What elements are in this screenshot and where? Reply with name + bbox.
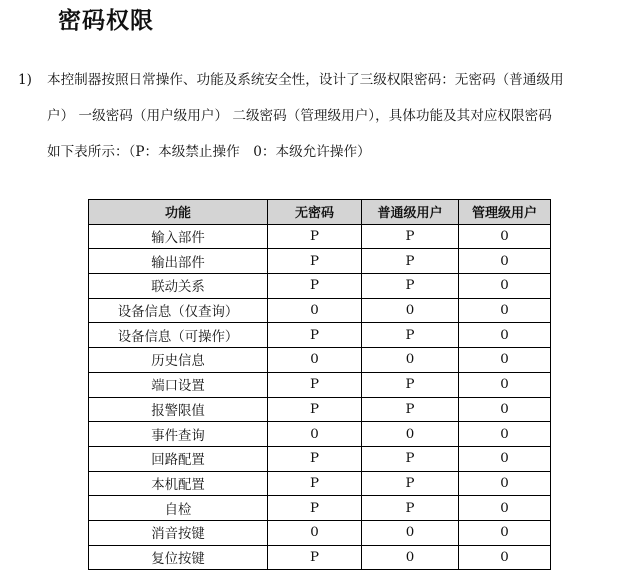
function-cell: 联动关系: [89, 274, 268, 299]
no-password-cell: 0: [268, 520, 362, 545]
paragraph-line-3: 如下表所示：（P：本级禁止操作 0：本级允许操作）: [47, 144, 371, 160]
admin-user-cell: 0: [459, 545, 551, 570]
header-admin-user: 管理级用户: [459, 200, 551, 225]
normal-user-cell: P: [362, 446, 459, 471]
table-row: [89, 520, 551, 545]
table-row: [89, 372, 551, 397]
admin-user-cell: 0: [459, 274, 551, 299]
no-password-cell: P: [268, 471, 362, 496]
table-header-row: [89, 200, 551, 225]
admin-user-cell: 0: [459, 372, 551, 397]
function-cell: 消音按键: [89, 520, 268, 545]
function-cell: 端口设置: [89, 372, 268, 397]
admin-user-cell: 0: [459, 249, 551, 274]
admin-user-cell: 0: [459, 446, 551, 471]
function-cell: 复位按键: [89, 545, 268, 570]
admin-user-cell: 0: [459, 397, 551, 422]
intro-paragraph: [18, 62, 633, 170]
normal-user-cell: P: [362, 471, 459, 496]
no-password-cell: P: [268, 372, 362, 397]
normal-user-cell: 0: [362, 520, 459, 545]
admin-user-cell: 0: [459, 298, 551, 323]
normal-user-cell: P: [362, 323, 459, 348]
list-number: 1): [18, 72, 32, 88]
no-password-cell: P: [268, 397, 362, 422]
header-normal-user: 普通级用户: [362, 200, 459, 225]
no-password-cell: P: [268, 446, 362, 471]
function-cell: 历史信息: [89, 348, 268, 373]
table-row: [89, 471, 551, 496]
table-row: [89, 397, 551, 422]
normal-user-cell: P: [362, 372, 459, 397]
no-password-cell: 0: [268, 298, 362, 323]
admin-user-cell: 0: [459, 520, 551, 545]
normal-user-cell: P: [362, 496, 459, 521]
admin-user-cell: 0: [459, 422, 551, 447]
admin-user-cell: 0: [459, 323, 551, 348]
normal-user-cell: P: [362, 224, 459, 249]
no-password-cell: P: [268, 323, 362, 348]
table-row: [89, 298, 551, 323]
header-no-password: 无密码: [268, 200, 362, 225]
admin-user-cell: 0: [459, 496, 551, 521]
function-cell: 输入部件: [89, 224, 268, 249]
admin-user-cell: 0: [459, 348, 551, 373]
function-cell: 事件查询: [89, 422, 268, 447]
normal-user-cell: P: [362, 397, 459, 422]
table-row: [89, 496, 551, 521]
table-row: [89, 274, 551, 299]
no-password-cell: 0: [268, 348, 362, 373]
page-title: 密码权限: [58, 8, 154, 34]
normal-user-cell: 0: [362, 348, 459, 373]
normal-user-cell: P: [362, 249, 459, 274]
table-row: [89, 224, 551, 249]
table-row: [89, 348, 551, 373]
paragraph-line-1: 本控制器按照日常操作、功能及系统安全性，设计了三级权限密码：无密码（普通级用: [47, 72, 564, 88]
table-row: [89, 446, 551, 471]
no-password-cell: P: [268, 249, 362, 274]
no-password-cell: P: [268, 545, 362, 570]
function-cell: 本机配置: [89, 471, 268, 496]
no-password-cell: P: [268, 224, 362, 249]
normal-user-cell: 0: [362, 545, 459, 570]
admin-user-cell: 0: [459, 471, 551, 496]
no-password-cell: P: [268, 496, 362, 521]
function-cell: 输出部件: [89, 249, 268, 274]
no-password-cell: P: [268, 274, 362, 299]
function-cell: 设备信息（可操作）: [89, 323, 268, 348]
function-cell: 回路配置: [89, 446, 268, 471]
no-password-cell: 0: [268, 422, 362, 447]
function-cell: 报警限值: [89, 397, 268, 422]
function-cell: 自检: [89, 496, 268, 521]
permission-table: [88, 199, 551, 570]
header-function: 功能: [89, 200, 268, 225]
table-row: [89, 249, 551, 274]
table-row: [89, 422, 551, 447]
normal-user-cell: 0: [362, 298, 459, 323]
table-row: [89, 323, 551, 348]
admin-user-cell: 0: [459, 224, 551, 249]
table-row: [89, 545, 551, 570]
normal-user-cell: 0: [362, 422, 459, 447]
paragraph-line-2: 户） 一级密码（用户级用户） 二级密码（管理级用户），具体功能及其对应权限密码: [47, 108, 552, 124]
function-cell: 设备信息（仅查询）: [89, 298, 268, 323]
normal-user-cell: P: [362, 274, 459, 299]
